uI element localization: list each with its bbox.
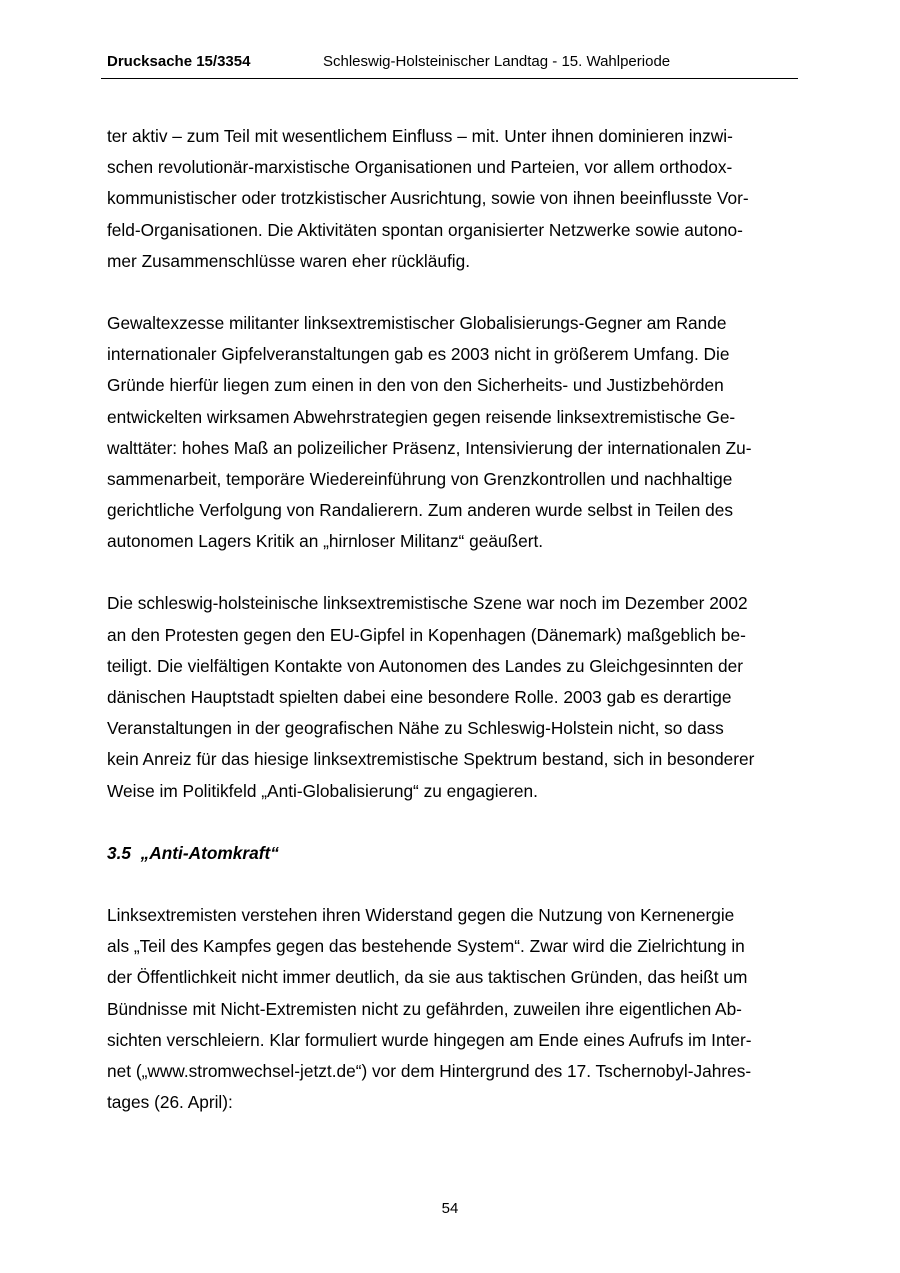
document-number: Drucksache 15/3354 bbox=[107, 53, 251, 70]
document-body bbox=[107, 121, 797, 1149]
text-line: an den Protesten gegen den EU-Gipfel in Kopenhagen (Dänemark) maßgeblich be- bbox=[107, 624, 746, 645]
text-line: sichten verschleiern. Klar formuliert wurde hingegen am Ende eines Aufrufs im Inter- bbox=[107, 1029, 752, 1050]
text-line: Bündnisse mit Nicht-Extremisten nicht zu gefährden, zuweilen ihre eigentlichen Ab- bbox=[107, 998, 742, 1019]
text-line: net („www.stromwechsel-jetzt.de“) vor dem Hintergrund des 17. Tschernobyl-Jahres- bbox=[107, 1060, 752, 1081]
text-line: internationaler Gipfelveranstaltungen gab es 2003 nicht in größerem Umfang. Die bbox=[107, 344, 730, 365]
paragraph bbox=[107, 900, 797, 1118]
text-line: Gründe hierfür liegen zum einen in den von den Sicherheits- und Justizbehörden bbox=[107, 375, 724, 396]
text-line: dänischen Hauptstadt spielten dabei eine besondere Rolle. 2003 gab es derartige bbox=[107, 687, 732, 707]
text-line: Veranstaltungen in der geografischen Nähe zu Schleswig-Holstein nicht, so dass bbox=[107, 718, 724, 739]
text-line: ter aktiv – zum Teil mit wesentlichem Einfluss – mit. Unter ihnen dominieren inzwi- bbox=[107, 126, 733, 146]
text-line: Linksextremisten verstehen ihren Widerstand gegen die Nutzung von Kernenergie bbox=[107, 904, 735, 925]
header-title: Schleswig-Holsteinischer Landtag - 15. Wahlperiode bbox=[323, 53, 671, 70]
text-line: kein Anreiz für das hiesige linksextremistische Spektrum bestand, sich in besonderer bbox=[107, 749, 755, 770]
text-line: schen revolutionär-marxistische Organisationen und Parteien, vor allem orthodox- bbox=[107, 157, 733, 178]
section-heading: 3.5 „Anti-Atomkraft“ bbox=[107, 842, 279, 863]
text-line: Gewaltexzesse militanter linksextremistischer Globalisierungs-Gegner am Rande bbox=[107, 312, 727, 333]
text-line: tages (26. April): bbox=[107, 1092, 233, 1113]
text-line: kommunistischer oder trotzkistischer Ausrichtung, sowie von ihnen beeinflusste Vor- bbox=[107, 188, 749, 209]
paragraph bbox=[107, 588, 797, 806]
text-line: sammenarbeit, temporäre Wiedereinführung von Grenzkontrollen und nachhaltige bbox=[107, 468, 733, 489]
text-line: feld-Organisationen. Die Aktivitäten spontan organisierter Netzwerke sowie autono- bbox=[107, 219, 743, 240]
text-line: entwickelten wirksamen Abwehrstrategien gegen reisende linksextremistische Ge- bbox=[107, 406, 736, 427]
text-line: der Öffentlichkeit nicht immer deutlich, da sie aus taktischen Gründen, das heißt um bbox=[107, 967, 748, 988]
page-number: 54 bbox=[441, 1200, 459, 1217]
text-line: mer Zusammenschlüsse waren eher rückläufig. bbox=[107, 250, 471, 271]
paragraph bbox=[107, 308, 797, 558]
text-line: teiligt. Die vielfältigen Kontakte von Autonomen des Landes zu Gleichgesinnten der bbox=[107, 655, 743, 676]
paragraph bbox=[107, 121, 797, 277]
page-header bbox=[101, 52, 798, 79]
text-line: walttäter: hohes Maß an polizeilicher Präsenz, Intensivierung der internationalen Zu- bbox=[107, 437, 752, 458]
text-line: als „Teil des Kampfes gegen das bestehende System“. Zwar wird die Zielrichtung in bbox=[107, 936, 745, 957]
text-line: Die schleswig-holsteinische linksextremistische Szene war noch im Dezember 2002 bbox=[107, 593, 748, 614]
text-line: gerichtliche Verfolgung von Randalierern. Zum anderen wurde selbst in Teilen des bbox=[107, 500, 734, 521]
text-line: Weise im Politikfeld „Anti-Globalisierung“ zu engagieren. bbox=[107, 780, 538, 801]
text-line: autonomen Lagers Kritik an „hirnloser Militanz“ geäußert. bbox=[107, 531, 544, 552]
